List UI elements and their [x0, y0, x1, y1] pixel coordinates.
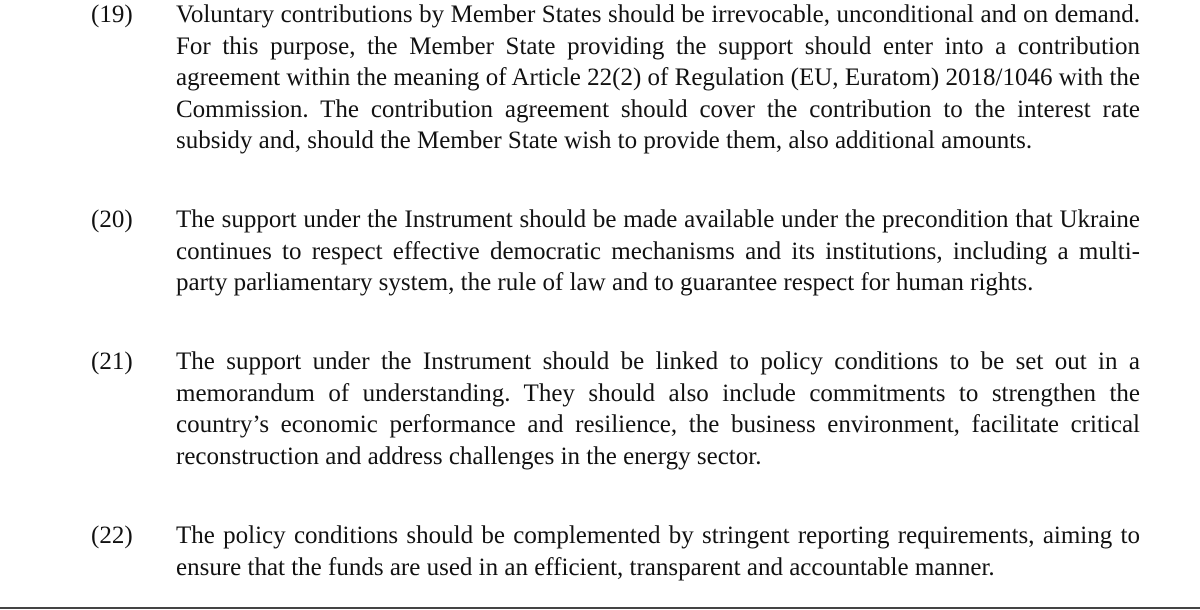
recital-number: (19) [91, 1, 133, 28]
recital-text: The policy conditions should be complemented by stringent reporting requirements, aiming to ensure that the funds are used in an efficient, transparent and accountable manner. [176, 522, 1140, 581]
recital-number: (21) [91, 348, 133, 375]
recital-number: (22) [91, 522, 133, 549]
recital-number: (20) [91, 206, 133, 233]
recital-text: The support under the Instrument should be made available under the precondition that Ukraine continues to respect effective democratic mechanisms and its institutions, including a multi-party parliamentary system, the rule of law and to guarantee respect for human rights. [176, 206, 1140, 297]
bottom-edge-rule [0, 607, 1200, 609]
recital-text: Voluntary contributions by Member States should be irrevocable, unconditional and on demand. For this purpose, the Member State providing the support should enter into a contribution agreement within the meaning of Article 22(2) of Regulation (EU, Euratom) 2018/1046 with the Commission. The contribution agreement should cover the contribution to the interest rate subsidy and, should the Member State wish to provide them, also additional amounts. [176, 1, 1140, 155]
recital-text: The support under the Instrument should be linked to policy conditions to be set out in a memorandum of understanding. They should also include commitments to strengthen the country’s economic performance and resilience, the business environment, facilitate critical reconstruction and address challenges in the energy sector. [176, 348, 1140, 470]
